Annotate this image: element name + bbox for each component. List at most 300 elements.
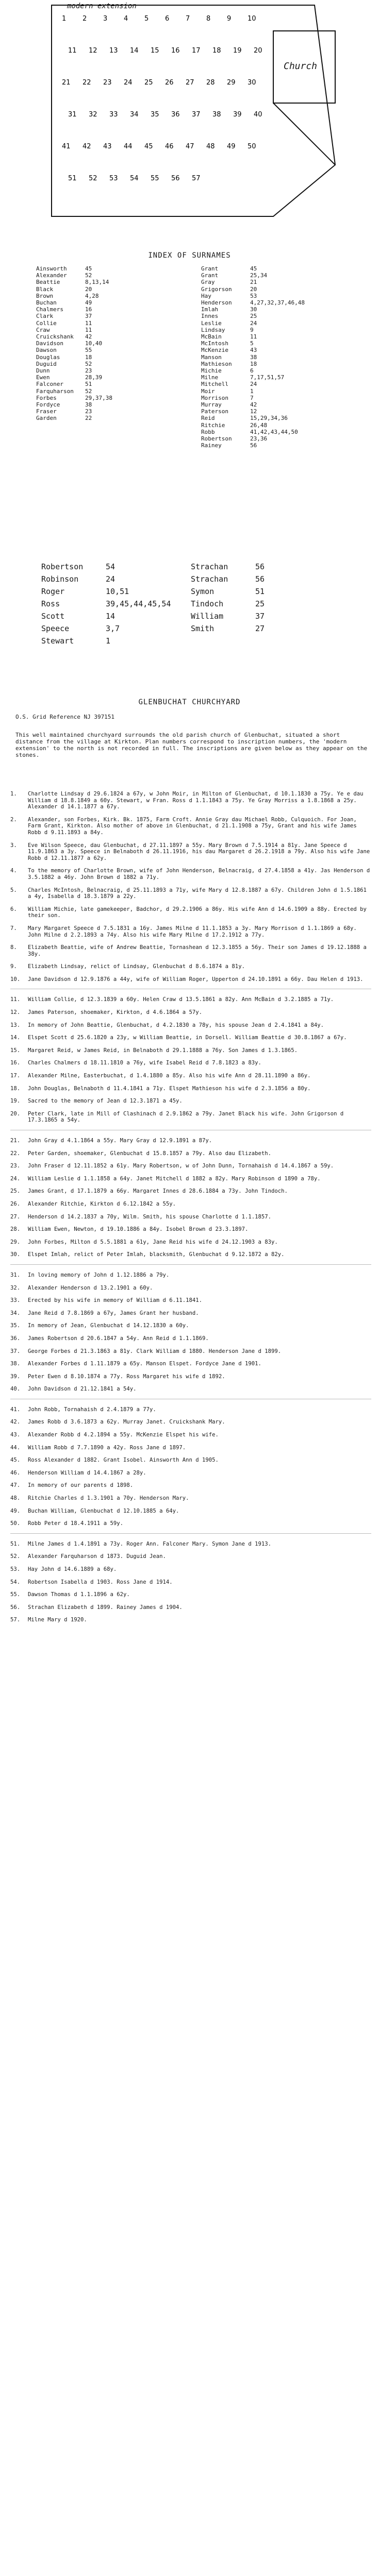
inscription-entry (10, 1047, 371, 1054)
inscription-number: 46. (10, 1469, 21, 1476)
inscription-entry (10, 1386, 371, 1393)
inscription-number: 21. (10, 1138, 21, 1144)
inscription-entry (10, 1035, 371, 1041)
inscription-number: 36. (10, 1335, 21, 1342)
inscription-entry (10, 1361, 371, 1367)
entry-numbers: 53 (250, 292, 257, 299)
inscription-entry (10, 1111, 371, 1124)
inscription-text: William Michie, late gamekeeper, Badchor, d 29.2.1906 a 86y. His wife Ann d 14.6.1909 a 88y. Erected by their son. (28, 906, 367, 919)
inscription-number: 10. (10, 976, 21, 982)
inscription-entry (10, 1470, 371, 1477)
entry-numbers: 23 (85, 367, 92, 375)
inscription-entry (10, 1073, 371, 1079)
inscription-number: 6. (10, 906, 17, 912)
index-row (201, 327, 361, 333)
surname: Strachan (191, 562, 228, 571)
inscription-entry (10, 1239, 371, 1246)
index-row (36, 374, 196, 381)
index-row (201, 354, 361, 361)
plan-grave-number: 15 (151, 47, 159, 55)
entry-numbers: 52 (85, 272, 92, 279)
entry-numbers: 52 (85, 360, 92, 367)
plan-grave-number: 7 (186, 15, 190, 23)
inscription-number: 57. (10, 1617, 21, 1623)
surname: Mitchell (201, 381, 228, 388)
surname: Brown (36, 292, 54, 299)
inscription-entry (10, 1591, 371, 1598)
inscription-entry (10, 1297, 371, 1304)
plan-grave-number: 48 (206, 143, 215, 150)
surname: Speece (41, 624, 70, 633)
entry-numbers: 22 (85, 415, 92, 422)
plan-grave-number: 17 (192, 47, 201, 55)
entry-numbers: 26,48 (250, 421, 268, 429)
surname: Ainsworth (36, 265, 67, 272)
inscription-text: Elspet Scott d 25.6.1820 a 23y, w William Beattie, in Dorsell. William Beattie d 30.8.1867 a 67y. (28, 1035, 347, 1041)
surname-index-supplement (41, 561, 340, 647)
index-row (41, 598, 340, 610)
index-row (201, 429, 361, 435)
entry-numbers: 11 (85, 326, 92, 333)
inscription-entry (10, 1060, 371, 1066)
inscription-text: Alexander Robb d 4.2.1894 a 55y. McKenzie Elspet his wife. (28, 1432, 219, 1438)
index-row (36, 327, 196, 333)
plan-grave-number: 35 (151, 111, 159, 118)
entry-numbers (255, 635, 340, 647)
entry-numbers: 8,13,14 (85, 279, 109, 286)
inscription-entry (10, 1335, 371, 1342)
surname: Farquharson (36, 387, 74, 395)
index-row (201, 265, 361, 272)
plan-grave-number: 2 (83, 15, 87, 23)
surname: Innes (201, 313, 219, 320)
index-row (201, 286, 361, 293)
plan-grave-number: 46 (165, 143, 174, 150)
plan-grave-number: 28 (206, 79, 215, 87)
plan-grave-number: 19 (233, 47, 242, 55)
inscription-entry (10, 1188, 371, 1195)
inscription-number: 44. (10, 1444, 21, 1451)
plan-grave-number: 51 (68, 175, 77, 182)
plan-grave-number: 31 (68, 111, 77, 118)
surname: McIntosh (201, 340, 228, 347)
entry-numbers: 10,40 (85, 340, 103, 347)
surname: Imlah (201, 306, 219, 313)
index-row (36, 313, 196, 319)
inscription-entry (10, 1406, 371, 1413)
surname: Grigorson (201, 285, 232, 293)
plan-grave-number: 42 (83, 143, 91, 150)
inscription-text: Elizabeth Lindsay, relict of Lindsay, Glenbuchat d 8.6.1874 a 81y. (28, 963, 245, 970)
index-row (36, 408, 196, 415)
surname: William (191, 612, 224, 621)
inscription-number: 14. (10, 1035, 21, 1041)
entry-numbers: 14 (106, 612, 116, 621)
inscription-number: 40. (10, 1386, 21, 1393)
grid-reference: O.S. Grid Reference NJ 397151 (15, 714, 115, 720)
index-row (36, 401, 196, 408)
inscription-number: 18. (10, 1085, 21, 1092)
inscription-text: John Davidson d 21.12.1841 a 54y. (28, 1386, 137, 1393)
inscription-number: 11. (10, 996, 21, 1003)
entry-numbers: 37 (255, 612, 265, 621)
inscription-number: 26. (10, 1200, 21, 1207)
inscription-text: Mary Margaret Speece d 7.5.1831 a 16y. James Milne d 11.1.1853 a 3y. Mary Morrison d 1.1.1869 a 68y. John Milne d 2.2.1893 a 74y. Also his wife Mary Milne d 17.2.1912 a 77y. (28, 925, 357, 938)
entry-numbers: 45 (85, 265, 92, 272)
inscription-text: John Fraser d 12.11.1852 a 61y. Mary Robertson, w of John Dunn, Tornahaish d 14.4.1867 a 59y. (28, 1163, 334, 1170)
inscription-text: Jane Davidson d 12.9.1876 a 44y, wife of William Roger, Upperton d 24.10.1891 a 66y. Dau Helen d 1913. (28, 976, 364, 982)
inscription-number: 27. (10, 1213, 21, 1220)
inscription-text: In memory of Jean, Glenbuchat d 14.12.1830 a 60y. (28, 1323, 189, 1329)
inscription-number: 7. (10, 925, 17, 931)
entry-numbers: 7,17,51,57 (250, 374, 285, 381)
entry-numbers: 23,36 (250, 435, 268, 443)
index-row (201, 388, 361, 395)
inscription-entry (10, 1457, 371, 1464)
plan-grave-number: 14 (130, 47, 139, 55)
inscription-entry (10, 996, 371, 1003)
inscription-entry (10, 1432, 371, 1438)
surname: Smith (191, 624, 215, 633)
index-row (36, 293, 196, 299)
entry-numbers: 25 (255, 599, 265, 608)
index-row (36, 367, 196, 374)
entry-numbers: 24 (106, 574, 116, 584)
inscription-text: Alexander Forbes d 1.11.1879 a 65y. Manson Elspet. Fordyce Jane d 1901. (28, 1361, 261, 1367)
plan-grave-number: 56 (171, 175, 180, 182)
entry-numbers: 56 (255, 574, 265, 584)
index-row (201, 408, 361, 415)
plan-grave-number: 21 (62, 79, 71, 87)
inscription-entry (10, 1323, 371, 1329)
entry-numbers: 12 (250, 408, 257, 415)
plan-grave-number: 5 (144, 15, 149, 23)
inscription-entry (10, 1138, 371, 1144)
inscription-number: 22. (10, 1150, 21, 1157)
surname: Morrison (201, 394, 228, 401)
entry-numbers: 4,27,32,37,46,48 (250, 299, 305, 307)
inscription-text: Alexander Farquharson d 1873. Duguid Jean. (28, 1553, 166, 1560)
inscription-text: James Grant, d 17.1.1879 a 66y. Margaret Innes d 28.6.1884 a 73y. John Tindoch. (28, 1188, 288, 1195)
surname: Chalmers (36, 306, 63, 313)
inscription-text: Alexander, son Forbes, Kirk. Bk. 1875, Farm Croft. Annie Gray dau Michael Robb, Culquoich. For Joan, Farm Grant, Kirkton. Also mother of above in Glenbuchat, d 21.1.1908 a 75y, Grant and his wife James Robb d 9.11.1893 a 84y. (28, 816, 357, 836)
index-row (36, 272, 196, 279)
inscription-number: 4. (10, 868, 17, 874)
plan-grave-number: 40 (254, 111, 262, 118)
surname: Grant (201, 265, 219, 272)
inscription-entry (10, 1553, 371, 1560)
index-column-2 (201, 265, 361, 449)
entry-numbers: 18 (85, 353, 92, 361)
inscription-text: Dawson Thomas d 1.1.1896 a 62y. (28, 1591, 130, 1598)
inscription-number: 25. (10, 1188, 21, 1195)
inscription-text: Elizabeth Beattie, wife of Andrew Beattie, Tornashean d 12.3.1855 a 56y. Their son James d 19.12.1888 a 38y. (28, 944, 367, 957)
inscription-text: Eve Wilson Speece, dau Glenbuchat, d 27.11.1897 a 55y. Mary Brown d 7.5.1914 a 81y. Jane Speece d 11.9.1863 a 3y. Speece in Belnaboth d 26.11.1916, his dau Margaret d 26.2.1918 a 79y. Also his wife Jane Robb d 12.11.1877 a 62y. (28, 842, 370, 861)
inscription-number: 55. (10, 1591, 21, 1598)
inscription-text: Henderson William d 14.4.1867 a 28y. (28, 1469, 146, 1476)
index-row (36, 320, 196, 327)
entry-numbers: 1 (106, 636, 111, 646)
plan-grave-number: 47 (186, 143, 194, 150)
inscription-entry (10, 1022, 371, 1029)
inscription-text: In memory of our parents d 1898. (28, 1482, 134, 1489)
index-row (36, 354, 196, 361)
surname: Clark (36, 313, 54, 320)
index-row (36, 286, 196, 293)
inscription-entry (10, 1508, 371, 1515)
index-row (201, 361, 361, 367)
plan-grave-number: 26 (165, 79, 174, 87)
inscription-text: Charles McIntosh, Belnacraig, d 25.11.1893 a 71y, wife Mary d 12.8.1887 a 67y. Children John d 1.5.1861 a 4y, Isabella d 18.3.1879 a 22y. (28, 887, 367, 900)
inscription-number: 24. (10, 1175, 21, 1182)
index-row (201, 367, 361, 374)
index-row (41, 585, 340, 598)
entry-numbers: 49 (85, 299, 92, 307)
inscription-text: Strachan Elizabeth d 1899. Rainey James d 1904. (28, 1604, 183, 1611)
index-row (36, 388, 196, 395)
inscription-text: Milne Mary d 1920. (28, 1617, 87, 1623)
plan-grave-number: 41 (62, 143, 71, 150)
inscription-text: Sacred to the memory of Jean d 12.3.1871 a 45y. (28, 1098, 183, 1105)
inscription-text: William Ewen, Newton, d 19.10.1886 a 84y. Isobel Brown d 23.3.1897. (28, 1226, 249, 1233)
entry-numbers: 20 (85, 285, 92, 293)
surname: McKenzie (201, 347, 228, 354)
entry-numbers: 43 (250, 347, 257, 354)
inscription-number: 1. (10, 791, 17, 797)
entry-numbers: 16 (85, 306, 92, 313)
surname: Alexander (36, 272, 67, 279)
plan-grave-number: 23 (103, 79, 112, 87)
plan-grave-number: 44 (124, 143, 133, 150)
inscription-number: 8. (10, 944, 17, 951)
plan-grave-number: 33 (109, 111, 118, 118)
inscription-entry (10, 976, 371, 983)
inscription-number: 37. (10, 1348, 21, 1354)
surname: Roger (41, 587, 65, 596)
index-row (201, 279, 361, 285)
inscription-text: Charles Chalmers d 18.11.1810 a 76y, wife Isabel Reid d 7.8.1823 a 83y. (28, 1060, 261, 1066)
index-row (201, 320, 361, 327)
inscription-entry (10, 1201, 371, 1208)
plan-grave-number: 57 (192, 175, 201, 182)
entry-numbers: 20 (250, 285, 257, 293)
entry-numbers: 56 (250, 442, 257, 449)
plan-grave-number: 32 (89, 111, 97, 118)
inscription-text: Robertson Isabella d 1903. Ross Jane d 1914. (28, 1579, 173, 1585)
inscription-text: In loving memory of John d 1.12.1886 a 79y. (28, 1272, 170, 1278)
entry-numbers: 11 (85, 319, 92, 327)
surname: Buchan (36, 299, 57, 307)
inscription-entry (10, 1272, 371, 1279)
index-row (201, 347, 361, 353)
index-row (36, 381, 196, 387)
surname: Robinson (41, 574, 79, 584)
inscription-text: William Robb d 7.7.1890 a 42y. Ross Jane d 1897. (28, 1444, 186, 1451)
inscription-number: 29. (10, 1239, 21, 1245)
surname: Ewen (36, 374, 50, 381)
index-row (201, 415, 361, 421)
inscription-text: James Robertson d 20.6.1847 a 54y. Ann Reid d 1.1.1869. (28, 1335, 209, 1342)
plan-grave-number: 16 (171, 47, 180, 55)
surname: Dawson (36, 347, 57, 354)
inscription-number: 41. (10, 1406, 21, 1413)
surname: Robertson (41, 562, 84, 571)
surname: Fordyce (36, 401, 60, 409)
inscription-number: 42. (10, 1419, 21, 1426)
plan-grave-number: 52 (89, 175, 97, 182)
entry-numbers: 37 (85, 313, 92, 320)
inscription-number: 2. (10, 816, 17, 823)
inscription-text: Alexander Henderson d 13.2.1901 a 60y. (28, 1284, 153, 1291)
plan-grave-number: 4 (124, 15, 128, 23)
surname: Strachan (191, 574, 228, 584)
inscription-number: 9. (10, 963, 17, 970)
page-divider (10, 1264, 371, 1265)
plan-grave-number: 9 (227, 15, 232, 23)
surname: Moir (201, 387, 215, 395)
entry-numbers: 24 (250, 381, 257, 388)
surname: Fraser (36, 408, 57, 415)
entry-numbers: 3,7 (106, 624, 120, 633)
inscription-text: Alexander Milne, Easterbuchat, d 1.4.1880 a 85y. Also his wife Ann d 28.11.1890 a 86y. (28, 1073, 311, 1079)
inscription-entry (10, 1086, 371, 1092)
entry-numbers: 42 (85, 333, 92, 341)
surname: Garden (36, 415, 57, 422)
surname: Reid (201, 415, 215, 422)
inscription-entry (10, 1098, 371, 1105)
entry-numbers: 25,34 (250, 272, 268, 279)
index-row (201, 333, 361, 340)
inscription-text: John Robb, Tornahaish d 2.4.1879 a 77y. (28, 1406, 156, 1413)
entry-numbers: 21 (250, 279, 257, 286)
plan-grave-number: 10 (248, 15, 256, 23)
inscription-number: 53. (10, 1566, 21, 1572)
index-row (201, 299, 361, 306)
surname: Mathieson (201, 360, 232, 367)
plan-grave-number: 39 (233, 111, 242, 118)
inscription-text: In memory of John Beattie, Glenbuchat, d 4.2.1830 a 78y, his spouse Jean d 2.4.1841 a 84y. (28, 1022, 324, 1028)
surname: Stewart (41, 636, 74, 646)
inscription-text: Peter Ewen d 8.10.1874 a 77y. Ross Margaret his wife d 1892. (28, 1373, 225, 1380)
entry-numbers: 29,37,38 (85, 394, 112, 401)
surname: Craw (36, 326, 50, 333)
surname: Forbes (36, 394, 57, 401)
plan-grave-number: 55 (151, 175, 159, 182)
entry-numbers: 5 (250, 340, 254, 347)
index-row (201, 401, 361, 408)
entry-numbers: 15,29,34,36 (250, 415, 288, 422)
inscription-entry (10, 1566, 371, 1573)
inscription-entry (10, 1495, 371, 1502)
surname: Duguid (36, 360, 57, 367)
inscription-number: 15. (10, 1047, 21, 1054)
inscription-number: 30. (10, 1251, 21, 1258)
index-row (36, 279, 196, 285)
plan-grave-number: 37 (192, 111, 201, 118)
plan-drawing (5, 0, 374, 227)
inscription-text: Peter Clark, late in Mill of Clashinach d 2.9.1862 a 79y. Janet Black his wife. John Grigorson d 17.3.1865 a 54y. (28, 1110, 344, 1124)
surname: Hay (201, 292, 211, 299)
churchyard-title: GLENBUCHAT CHURCHYARD (138, 698, 241, 706)
surname: McBain (201, 333, 222, 341)
plan-grave-number: 11 (68, 47, 77, 55)
inscription-number: 34. (10, 1310, 21, 1316)
inscription-number: 43. (10, 1432, 21, 1438)
inscription-number: 52. (10, 1553, 21, 1560)
plan-grave-number: 49 (227, 143, 236, 150)
inscription-number: 51. (10, 1540, 21, 1547)
church-label: Church (284, 61, 318, 72)
inscription-entry (10, 1009, 371, 1016)
surname (191, 635, 255, 647)
entry-numbers: 4,28 (85, 292, 99, 299)
index-row (36, 333, 196, 340)
index-row (201, 395, 361, 401)
index-row (36, 340, 196, 347)
plan-grave-number: 3 (103, 15, 108, 23)
entry-numbers: 38 (250, 353, 257, 361)
inscription-text: James Robb d 3.6.1873 a 62y. Murray Janet. Cruickshank Mary. (28, 1419, 225, 1426)
inscription-number: 5. (10, 887, 17, 893)
inscription-entry (10, 791, 371, 810)
inscription-text: Henderson d 14.2.1837 a 70y, Wilm. Smith, his spouse Charlotte d 1.1.1857. (28, 1213, 271, 1220)
inscription-number: 35. (10, 1323, 21, 1329)
plan-grave-number: 36 (171, 111, 180, 118)
inscription-number: 47. (10, 1482, 21, 1489)
churchyard-plan (5, 0, 374, 227)
index-row (36, 299, 196, 306)
plan-grave-number: 20 (254, 47, 262, 55)
index-row (201, 422, 361, 429)
inscription-text: Milne James d 1.4.1891 a 73y. Roger Ann. Falconer Mary. Symon Jane d 1913. (28, 1540, 271, 1547)
inscription-entry (10, 1214, 371, 1221)
index-row (36, 347, 196, 353)
inscription-entry (10, 1617, 371, 1623)
plan-grave-number: 45 (144, 143, 153, 150)
inscription-text: Jane Reid d 7.8.1869 a 67y, James Grant her husband. (28, 1310, 199, 1316)
surname: Gray (201, 279, 215, 286)
entry-numbers: 51 (255, 587, 265, 596)
plan-grave-number: 54 (130, 175, 139, 182)
entry-numbers: 24 (250, 319, 257, 327)
inscription-text: Ross Alexander d 1882. Grant Isobel. Ainsworth Ann d 1905. (28, 1457, 219, 1464)
inscription-number: 20. (10, 1110, 21, 1117)
plan-grave-number: 50 (248, 143, 256, 150)
inscription-entry (10, 1541, 371, 1548)
plan-grave-number: 27 (186, 79, 194, 87)
index-row (36, 395, 196, 401)
surname: Paterson (201, 408, 228, 415)
inscription-text: Buchan William, Glenbuchat d 12.10.1885 a 64y. (28, 1507, 179, 1514)
inscription-entry (10, 1176, 371, 1182)
inscription-entry (10, 1226, 371, 1233)
surname: Rainey (201, 442, 222, 449)
inscription-entry (10, 1604, 371, 1611)
inscription-entry (10, 963, 371, 970)
inscription-number: 49. (10, 1507, 21, 1514)
inscription-number: 38. (10, 1361, 21, 1367)
inscription-text: John Gray d 4.1.1864 a 55y. Mary Gray d 12.9.1891 a 87y. (28, 1138, 212, 1144)
inscription-number: 54. (10, 1579, 21, 1585)
inscription-entry (10, 1285, 371, 1292)
entry-numbers: 41,42,43,44,50 (250, 428, 298, 435)
entry-numbers: 25 (250, 313, 257, 320)
entry-numbers: 9 (250, 326, 254, 333)
inscription-text: Robb Peter d 18.4.1911 a 59y. (28, 1520, 123, 1527)
surname: Beattie (36, 279, 60, 286)
surname: Henderson (201, 299, 232, 307)
page-divider (10, 1533, 371, 1534)
